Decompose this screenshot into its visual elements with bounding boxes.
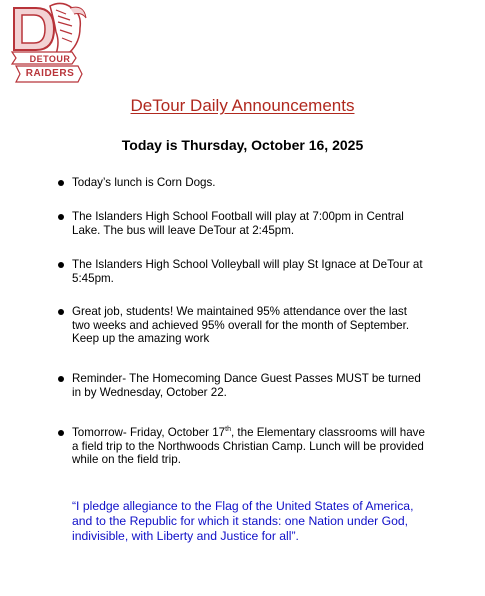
bullet-icon — [58, 180, 64, 186]
logo-text-detour: DETOUR — [29, 54, 71, 64]
announcement-text: Great job, students! We maintained 95% attendance over the last two weeks and achieved 95% overall for the month of September. Keep up the amazing work — [72, 305, 410, 346]
ordinal-suffix: th — [225, 426, 231, 434]
announcement-text-end: , the Elementary classrooms will have a field trip to the Northwoods Christian Camp. Lunch will be provided while on the field trip. — [72, 426, 425, 467]
school-logo — [10, 2, 90, 86]
announcement-item — [58, 426, 428, 467]
bullet-icon — [58, 309, 64, 315]
announcement-text — [72, 426, 428, 467]
announcement-item — [58, 258, 428, 285]
announcement-text: The Islanders High School Football will play at 7:00pm in Central Lake. The bus will leave DeTour at 2:45pm. — [72, 210, 404, 237]
announcement-text: Today’s lunch is Corn Dogs. — [72, 176, 216, 189]
pledge-text: “I pledge allegiance to the Flag of the United States of America, and to the Republic for which it stands: one Nation under God, indivisible, with Liberty and Justice for all”. — [72, 499, 414, 543]
announcement-text: Reminder- The Homecoming Dance Guest Passes MUST be turned in by Wednesday, October 22. — [72, 372, 421, 399]
announcement-item — [58, 210, 428, 237]
announcement-text-start: Tomorrow- Friday, October 17 — [72, 426, 226, 439]
date-line: Today is Thursday, October 16, 2025 — [121, 137, 364, 153]
announcement-item — [58, 372, 428, 399]
page-title: DeTour Daily Announcements — [130, 96, 355, 115]
bullet-icon — [58, 262, 64, 268]
bullet-icon — [58, 376, 64, 382]
announcement-text: The Islanders High School Volleyball will play St Ignace at DeTour at 5:45pm. — [72, 258, 423, 285]
announcement-item — [58, 305, 428, 346]
bullet-icon — [58, 214, 64, 220]
announcement-item — [58, 176, 428, 190]
logo-text-raiders: RAIDERS — [25, 68, 75, 79]
bullet-icon — [58, 430, 64, 436]
